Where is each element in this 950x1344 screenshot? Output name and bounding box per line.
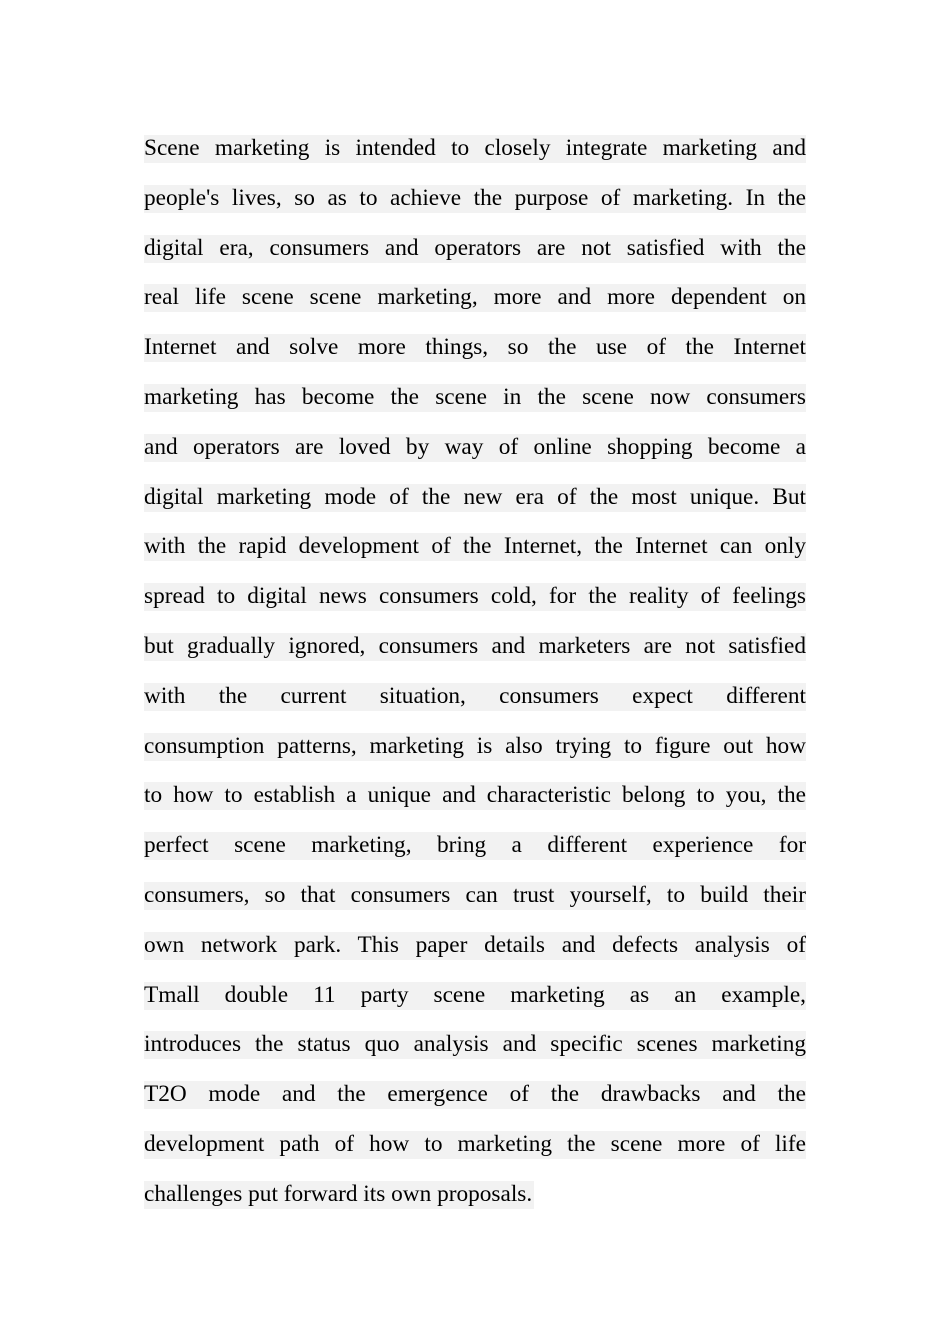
line-text: Scene marketing is intended to closely integrate marketing and bbox=[144, 135, 806, 161]
line-text: and operators are loved by way of online shopping become a bbox=[144, 433, 806, 460]
line-text: people's lives, so as to achieve the purpose of marketing. In the bbox=[144, 184, 806, 211]
line-text: Internet and solve more things, so the use of the Internet bbox=[144, 334, 806, 361]
line-text: consumption patterns, marketing is also trying to figure out how bbox=[144, 732, 806, 759]
line-text: own network park. This paper details and defects analysis of bbox=[144, 931, 806, 958]
paragraph-line bbox=[144, 224, 806, 274]
line-text: but gradually ignored, consumers and marketers are not satisfied bbox=[144, 632, 806, 659]
paragraph-line bbox=[144, 672, 806, 722]
paragraph-line bbox=[144, 124, 806, 174]
paragraph-line bbox=[144, 871, 806, 921]
paragraph-line bbox=[144, 323, 806, 373]
paragraph-line bbox=[144, 522, 806, 572]
line-text: development path of how to marketing the scene more of life bbox=[144, 1130, 806, 1157]
paragraph-line bbox=[144, 771, 806, 821]
line-text: marketing has become the scene in the scene now consumers bbox=[144, 383, 806, 410]
line-text: challenges put forward its own proposals. bbox=[144, 1180, 533, 1207]
paragraph-line bbox=[144, 572, 806, 622]
line-text: to how to establish a unique and characteristic belong to you, the bbox=[144, 782, 806, 809]
line-text: introduces the status quo analysis and specific scenes marketing bbox=[144, 1031, 806, 1058]
abstract-paragraph bbox=[144, 124, 806, 1220]
paragraph-line bbox=[144, 722, 806, 772]
line-text: with the rapid development of the Internet, the Internet can only bbox=[144, 533, 806, 560]
paragraph-line bbox=[144, 971, 806, 1021]
paragraph-line bbox=[144, 921, 806, 971]
line-text: real life scene scene marketing, more and more dependent on bbox=[144, 284, 806, 311]
line-text: perfect scene marketing, bring a different experience for bbox=[144, 832, 806, 859]
paragraph-line bbox=[144, 423, 806, 473]
paragraph-last-line bbox=[144, 1170, 806, 1220]
paragraph-line bbox=[144, 1120, 806, 1170]
paragraph-line bbox=[144, 273, 806, 323]
line-text: with the current situation, consumers expect different bbox=[144, 682, 806, 709]
line-text: spread to digital news consumers cold, for the reality of feelings bbox=[144, 583, 806, 610]
paragraph-line bbox=[144, 174, 806, 224]
paragraph-line bbox=[144, 821, 806, 871]
paragraph-line bbox=[144, 1020, 806, 1070]
paragraph-line bbox=[144, 473, 806, 523]
line-text: Tmall double 11 party scene marketing as an example, bbox=[144, 981, 806, 1008]
line-text: T2O mode and the emergence of the drawbacks and the bbox=[144, 1081, 806, 1108]
line-text: digital marketing mode of the new era of the most unique. But bbox=[144, 483, 806, 510]
paragraph-line bbox=[144, 1070, 806, 1120]
paragraph-line bbox=[144, 373, 806, 423]
paragraph-line bbox=[144, 622, 806, 672]
line-text: digital era, consumers and operators are not satisfied with the bbox=[144, 234, 806, 261]
line-text: consumers, so that consumers can trust yourself, to build their bbox=[144, 881, 806, 908]
